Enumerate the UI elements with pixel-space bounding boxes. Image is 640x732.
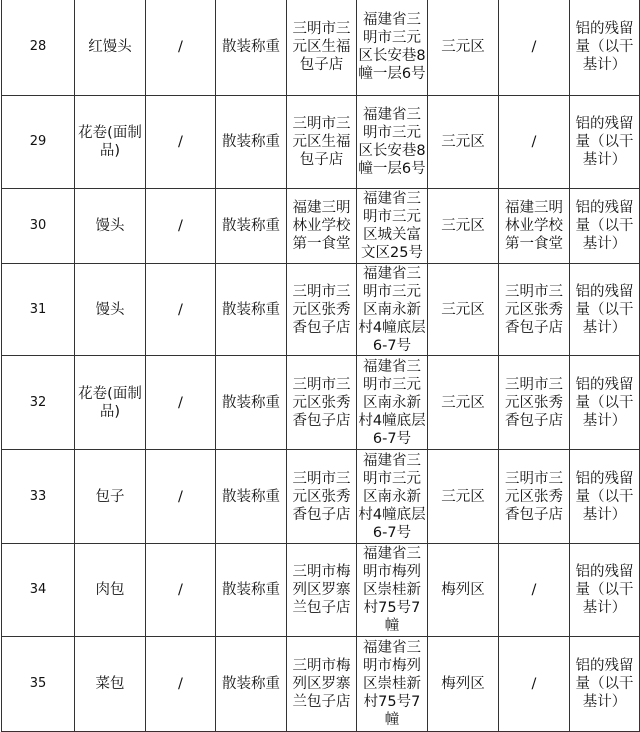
- district: 三元区: [428, 0, 499, 96]
- slash-cell: /: [146, 450, 216, 544]
- seller-name: 三明市三元区张秀香包子店: [499, 356, 570, 450]
- inspection-table: [1, 0, 640, 732]
- seller-name: 三明市三元区张秀香包子店: [499, 450, 570, 544]
- packaging-method: 散装称重: [216, 264, 287, 356]
- table-row: [2, 450, 640, 544]
- test-item: 铝的残留量（以干基计）: [570, 264, 640, 356]
- test-item: 铝的残留量（以干基计）: [570, 450, 640, 544]
- slash-cell: /: [146, 264, 216, 356]
- food-name: 馒头: [75, 189, 146, 264]
- packaging-method: 散装称重: [216, 356, 287, 450]
- producer-name: 三明市三元区张秀香包子店: [287, 356, 357, 450]
- row-number: 33: [2, 450, 75, 544]
- seller-name: 福建三明林业学校第一食堂: [499, 189, 570, 264]
- test-item: 铝的残留量（以干基计）: [570, 96, 640, 189]
- producer-name: 三明市三元区张秀香包子店: [287, 264, 357, 356]
- row-number: 30: [2, 189, 75, 264]
- food-name: 肉包: [75, 544, 146, 637]
- table-row: [2, 544, 640, 637]
- producer-address: 福建省三明市三元区南永新村4幢底层6-7号: [357, 450, 428, 544]
- producer-name: 福建三明林业学校第一食堂: [287, 189, 357, 264]
- district: 梅列区: [428, 544, 499, 637]
- packaging-method: 散装称重: [216, 450, 287, 544]
- slash-cell: /: [146, 637, 216, 732]
- seller-name: /: [499, 0, 570, 96]
- row-number: 35: [2, 637, 75, 732]
- food-name: 馒头: [75, 264, 146, 356]
- seller-name: /: [499, 96, 570, 189]
- producer-address: 福建省三明市三元区长安巷8幢一层6号: [357, 0, 428, 96]
- producer-address: 福建省三明市三元区城关富文区25号: [357, 189, 428, 264]
- food-name: 菜包: [75, 637, 146, 732]
- producer-address: 福建省三明市三元区南永新村4幢底层6-7号: [358, 265, 426, 354]
- table-row: [2, 189, 640, 264]
- district: 三元区: [428, 96, 499, 189]
- packaging-method: 散装称重: [216, 189, 287, 264]
- food-name: 红馒头: [75, 0, 146, 96]
- district: 三元区: [428, 264, 499, 356]
- slash-cell: /: [146, 0, 216, 96]
- packaging-method: 散装称重: [216, 544, 287, 637]
- row-number: 31: [2, 264, 75, 356]
- table-row: [2, 264, 640, 356]
- seller-name: /: [499, 544, 570, 637]
- producer-name: 三明市梅列区罗寨兰包子店: [287, 544, 357, 637]
- producer-address: 福建省三明市三元区南永新村4幢底层6-7号: [357, 356, 428, 450]
- test-item: 铝的残留量（以干基计）: [570, 637, 640, 732]
- slash-cell: /: [146, 544, 216, 637]
- producer-name: 三明市三元区生福包子店: [287, 0, 357, 96]
- producer-address: 福建省三明市梅列区崇桂新村75号7幢: [357, 637, 428, 732]
- producer-address: 福建省三明市三元区长安巷8幢一层6号: [357, 96, 428, 189]
- slash-cell: /: [146, 96, 216, 189]
- packaging-method: 散装称重: [216, 637, 287, 732]
- test-item: 铝的残留量（以干基计）: [570, 0, 640, 96]
- slash-cell: /: [146, 356, 216, 450]
- row-number: 28: [2, 0, 75, 96]
- district: 三元区: [428, 189, 499, 264]
- producer-name: 三明市梅列区罗寨兰包子店: [287, 637, 357, 732]
- seller-name: 三明市三元区张秀香包子店: [499, 264, 570, 356]
- producer-address: 福建省三明市梅列区崇桂新村75号7幢: [357, 544, 428, 637]
- slash-cell: /: [146, 189, 216, 264]
- producer-name: 三明市三元区张秀香包子店: [287, 450, 357, 544]
- district: 三元区: [428, 450, 499, 544]
- test-item: 铝的残留量（以干基计）: [570, 189, 640, 264]
- food-name: 花卷(面制品): [75, 356, 146, 450]
- producer-name: 三明市三元区生福包子店: [287, 96, 357, 189]
- packaging-method: 散装称重: [216, 0, 287, 96]
- food-name: 花卷(面制品): [75, 96, 146, 189]
- row-number: 34: [2, 544, 75, 637]
- seller-name: /: [499, 637, 570, 732]
- table-row: [2, 96, 640, 189]
- district: 梅列区: [428, 637, 499, 732]
- packaging-method: 散装称重: [216, 96, 287, 189]
- table-row: [2, 637, 640, 732]
- table-row: [2, 356, 640, 450]
- table-row: [2, 0, 640, 96]
- district: 三元区: [428, 356, 499, 450]
- test-item: 铝的残留量（以干基计）: [570, 544, 640, 637]
- row-number: 32: [2, 356, 75, 450]
- row-number: 29: [2, 96, 75, 189]
- test-item: 铝的残留量（以干基计）: [570, 356, 640, 450]
- food-name: 包子: [75, 450, 146, 544]
